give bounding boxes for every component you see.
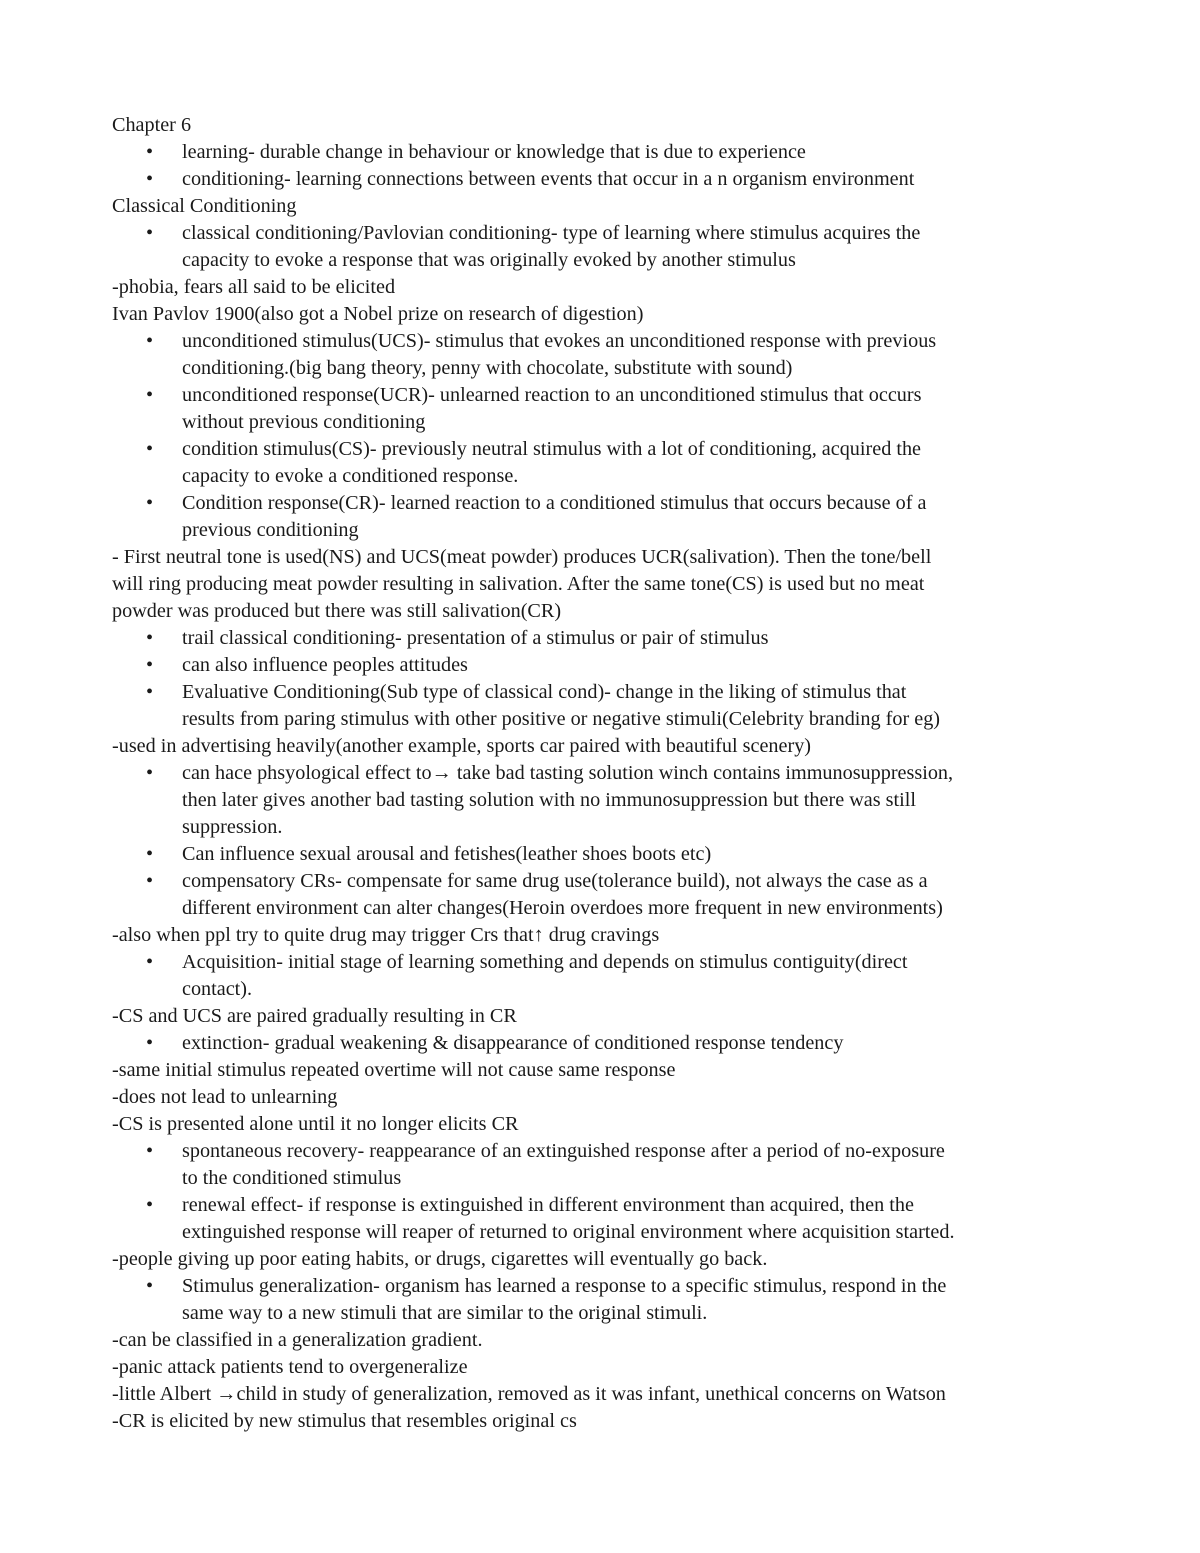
bullet-item [112, 139, 1092, 166]
bullet-text: unconditioned stimulus(UCS)- stimulus that evokes an unconditioned response with previous [182, 330, 937, 352]
text-line: Classical Conditioning [112, 195, 297, 217]
bullet-icon: • [146, 762, 154, 784]
bullet-continuation [112, 463, 1092, 490]
bullet-text: without previous conditioning [182, 411, 426, 433]
bullet-icon: • [146, 1275, 154, 1297]
bullet-item [112, 1192, 1092, 1219]
bullet-continuation [112, 895, 1092, 922]
text-line: Ivan Pavlov 1900(also got a Nobel prize on research of digestion) [112, 303, 644, 325]
bullet-continuation [112, 1165, 1092, 1192]
bullet-item [112, 1030, 1092, 1057]
bullet-icon: • [146, 222, 154, 244]
bullet-text: capacity to evoke a response that was originally evoked by another stimulus [182, 249, 796, 271]
bullet-icon: • [146, 438, 154, 460]
bullet-text: conditioning- learning connections between events that occur in a n organism environment [182, 168, 915, 190]
bullet-icon: • [146, 492, 154, 514]
bullet-continuation [112, 976, 1092, 1003]
bullet-text: renewal effect- if response is extinguished in different environment than acquired, then the [182, 1194, 914, 1216]
text-line: will ring producing meat powder resulting in salivation. After the same tone(CS) is used but no meat [112, 573, 925, 595]
text-line: -also when ppl try to quite drug may trigger Crs that↑ drug cravings [112, 924, 660, 946]
bullet-item [112, 220, 1092, 247]
text-line: -phobia, fears all said to be elicited [112, 276, 396, 298]
text-line: -CR is elicited by new stimulus that resembles original cs [112, 1410, 577, 1432]
document-body [112, 112, 1092, 1435]
bullet-item [112, 328, 1092, 355]
bullet-icon: • [146, 1140, 154, 1162]
bullet-continuation [112, 355, 1092, 382]
bullet-text: classical conditioning/Pavlovian conditioning- type of learning where stimulus acquires the [182, 222, 921, 244]
text-line: -used in advertising heavily(another example, sports car paired with beautiful scenery) [112, 735, 812, 757]
bullet-icon: • [146, 870, 154, 892]
bullet-text: same way to a new stimuli that are similar to the original stimuli. [182, 1302, 708, 1324]
bullet-text: can also influence peoples attitudes [182, 654, 468, 676]
text-line: -same initial stimulus repeated overtime will not cause same response [112, 1059, 676, 1081]
bullet-item [112, 382, 1092, 409]
bullet-icon: • [146, 384, 154, 406]
bullet-continuation [112, 787, 1092, 814]
text-line: -does not lead to unlearning [112, 1086, 338, 1108]
bullet-continuation [112, 517, 1092, 544]
bullet-text: trail classical conditioning- presentation of a stimulus or pair of stimulus [182, 627, 769, 649]
bullet-text: extinction- gradual weakening & disappearance of conditioned response tendency [182, 1032, 844, 1054]
bullet-item [112, 868, 1092, 895]
bullet-text: unconditioned response(UCR)- unlearned reaction to an unconditioned stimulus that occurs [182, 384, 922, 406]
bullet-icon: • [146, 654, 154, 676]
text-line: -panic attack patients tend to overgeneralize [112, 1356, 468, 1378]
bullet-icon: • [146, 627, 154, 649]
bullet-icon: • [146, 168, 154, 190]
bullet-text: compensatory CRs- compensate for same drug use(tolerance build), not always the case as a [182, 870, 928, 892]
bullet-icon: • [146, 141, 154, 163]
chapter-heading: Chapter 6 [112, 114, 192, 136]
bullet-item [112, 1273, 1092, 1300]
bullet-text: extinguished response will reaper of returned to original environment where acquisition started. [182, 1221, 955, 1243]
bullet-text: condition stimulus(CS)- previously neutral stimulus with a lot of conditioning, acquired the [182, 438, 921, 460]
bullet-item [112, 1138, 1092, 1165]
bullet-text: Stimulus generalization- organism has learned a response to a specific stimulus, respond in the [182, 1275, 947, 1297]
bullet-icon: • [146, 1032, 154, 1054]
text-line: - First neutral tone is used(NS) and UCS(meat powder) produces UCR(salivation). Then the tone/bell [112, 546, 932, 568]
bullet-text: capacity to evoke a conditioned response. [182, 465, 519, 487]
text-line: -people giving up poor eating habits, or drugs, cigarettes will eventually go back. [112, 1248, 768, 1270]
bullet-icon: • [146, 951, 154, 973]
bullet-text: then later gives another bad tasting solution with no immunosuppression but there was still [182, 789, 916, 811]
bullet-continuation [112, 814, 1092, 841]
bullet-text: Acquisition- initial stage of learning something and depends on stimulus contiguity(direct [182, 951, 908, 973]
bullet-item [112, 652, 1092, 679]
text-line: powder was produced but there was still salivation(CR) [112, 600, 562, 622]
bullet-text: spontaneous recovery- reappearance of an extinguished response after a period of no-exposure [182, 1140, 945, 1162]
bullet-item [112, 625, 1092, 652]
text-line: -CS is presented alone until it no longer elicits CR [112, 1113, 519, 1135]
bullet-item [112, 166, 1092, 193]
bullet-icon: • [146, 681, 154, 703]
bullet-text: Can influence sexual arousal and fetishes(leather shoes boots etc) [182, 843, 712, 865]
bullet-text: previous conditioning [182, 519, 359, 541]
text-line: -little Albert →child in study of generalization, removed as it was infant, unethical concerns on Watson [112, 1383, 946, 1405]
bullet-text: different environment can alter changes(Heroin overdoes more frequent in new environments) [182, 897, 943, 919]
bullet-text: to the conditioned stimulus [182, 1167, 402, 1189]
bullet-icon: • [146, 1194, 154, 1216]
bullet-text: can hace phsyological effect to→ take bad tasting solution winch contains immunosuppression, [182, 762, 954, 784]
text-line: -can be classified in a generalization gradient. [112, 1329, 483, 1351]
bullet-item [112, 949, 1092, 976]
bullet-text: Evaluative Conditioning(Sub type of classical cond)- change in the liking of stimulus that [182, 681, 907, 703]
bullet-continuation [112, 706, 1092, 733]
bullet-text: conditioning.(big bang theory, penny with chocolate, substitute with sound) [182, 357, 793, 379]
bullet-item [112, 679, 1092, 706]
bullet-continuation [112, 1300, 1092, 1327]
bullet-text: contact). [182, 978, 253, 1000]
bullet-icon: • [146, 330, 154, 352]
bullet-text: Condition response(CR)- learned reaction to a conditioned stimulus that occurs because of a [182, 492, 927, 514]
bullet-item [112, 490, 1092, 517]
bullet-item [112, 760, 1092, 787]
text-line: -CS and UCS are paired gradually resulting in CR [112, 1005, 517, 1027]
bullet-text: learning- durable change in behaviour or knowledge that is due to experience [182, 141, 806, 163]
bullet-text: suppression. [182, 816, 283, 838]
bullet-continuation [112, 247, 1092, 274]
bullet-item [112, 436, 1092, 463]
bullet-continuation [112, 1219, 1092, 1246]
bullet-continuation [112, 409, 1092, 436]
bullet-text: results from paring stimulus with other positive or negative stimuli(Celebrity branding for eg) [182, 708, 941, 730]
bullet-item [112, 841, 1092, 868]
bullet-icon: • [146, 843, 154, 865]
